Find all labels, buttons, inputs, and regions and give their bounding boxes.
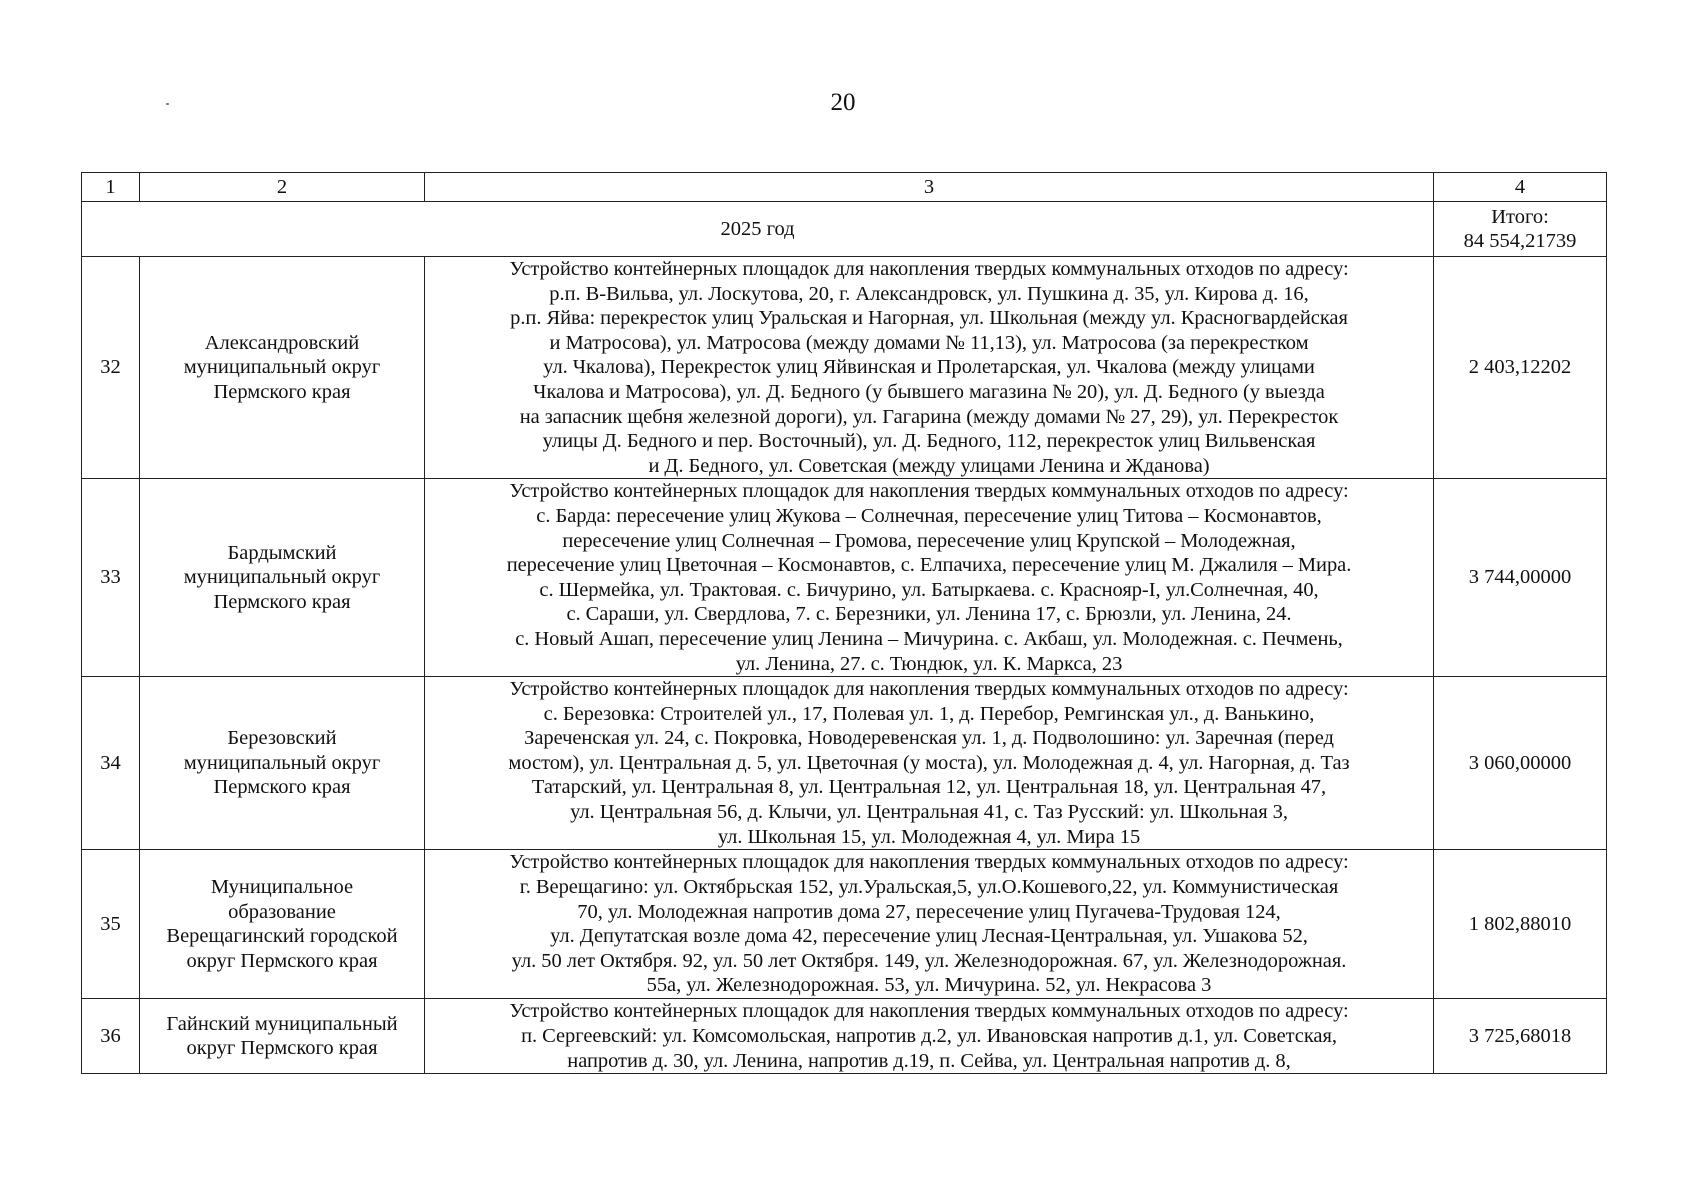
work-description-line: на запасник щебня железной дороги), ул. Гагарина (между домами № 27, 29), ул. Перекресток <box>519 405 1339 428</box>
total-value: 84 554,21739 <box>1463 230 1577 252</box>
table-row <box>82 479 1607 677</box>
work-description <box>425 257 1434 479</box>
column-number-row <box>82 173 1607 202</box>
work-description-line: 55а, ул. Железнодорожная. 53, ул. Мичурина. 52, ул. Некрасова 3 <box>646 974 1212 997</box>
work-description-line: ул. Чкалова), Перекресток улиц Яйвинская и Пролетарская, ул. Чкалова (между улицами <box>543 356 1315 379</box>
work-description-line: пересечение улиц Цветочная – Космонавтов, с. Елпачиха, пересечение улиц М. Джалиля – Мира. <box>506 554 1352 577</box>
municipality-name <box>140 479 425 677</box>
municipality-name-line: Березовский <box>227 727 337 750</box>
total-label: Итого: <box>1491 206 1549 228</box>
column-number-2: 2 <box>140 173 425 202</box>
table-row <box>82 677 1607 850</box>
work-description <box>425 999 1434 1074</box>
work-description-line: напротив д. 30, ул. Ленина, напротив д.19, п. Сейва, ул. Центральная напротив д. 8, <box>567 1049 1291 1072</box>
work-description <box>425 850 1434 999</box>
municipality-name-line: округ Пермского края <box>186 1037 378 1060</box>
scan-speck <box>166 103 169 105</box>
work-description-line: ул. Ленина, 27. с. Тюндюк, ул. К. Маркса, 23 <box>735 652 1123 675</box>
municipality-name-line: Пермского края <box>213 590 351 613</box>
row-number: 36 <box>82 999 140 1074</box>
municipality-name-line: Верещагинский городской <box>166 925 398 948</box>
work-description-line: Устройство контейнерных площадок для накопления твердых коммунальных отходов по адресу: <box>509 1000 1349 1023</box>
work-description-line: и Д. Бедного, ул. Советская (между улицами Ленина и Жданова) <box>648 454 1210 477</box>
row-number: 33 <box>82 479 140 677</box>
work-description-line: с. Шермейка, ул. Трактовая. с. Бичурино, ул. Батыркаева. с. Краснояр-I, ул.Солнечная, 40, <box>539 578 1319 601</box>
municipality-name <box>140 257 425 479</box>
amount: 2 403,12202 <box>1434 257 1607 479</box>
work-description-line: п. Сергеевский: ул. Комсомольская, напротив д.2, ул. Ивановская напротив д.1, ул. Советская, <box>521 1024 1337 1047</box>
work-description-line: Устройство контейнерных площадок для накопления твердых коммунальных отходов по адресу: <box>509 851 1349 874</box>
table-row <box>82 257 1607 479</box>
municipality-name-line: муниципальный округ <box>183 356 381 379</box>
allocation-table <box>81 172 1607 1074</box>
amount: 3 725,68018 <box>1434 999 1607 1074</box>
work-description-line: с. Новый Ашап, пересечение улиц Ленина – Мичурина. с. Акбаш, ул. Молодежная. с. Печмень, <box>515 627 1343 650</box>
municipality-name-line: Пермского края <box>213 776 351 799</box>
municipality-name-line: Бардымский <box>227 541 337 564</box>
row-number: 34 <box>82 677 140 850</box>
work-description-line: с. Березовка: Строителей ул., 17, Полевая ул. 1, д. Перебор, Ремгинская ул., д. Ванькино, <box>543 702 1315 725</box>
work-description-line: ул. Школьная 15, ул. Молодежная 4, ул. Мира 15 <box>717 825 1141 848</box>
municipality-name-line: Пермского края <box>213 380 351 403</box>
work-description-line: Устройство контейнерных площадок для накопления твердых коммунальных отходов по адресу: <box>509 480 1349 503</box>
municipality-name-line: Муниципальное <box>210 876 354 899</box>
page-number: 20 <box>830 89 856 116</box>
work-description <box>425 677 1434 850</box>
municipality-name-line: Гайнский муниципальный <box>166 1012 398 1035</box>
work-description-line: с. Сараши, ул. Свердлова, 7. с. Березники, ул. Ленина 17, с. Брюзли, ул. Ленина, 24. <box>566 603 1292 626</box>
work-description-line: Чкалова и Матросова), ул. Д. Бедного (у бывшего магазина № 20), ул. Д. Бедного (у выезда <box>533 380 1325 403</box>
municipality-name-line: Александровский <box>204 331 360 354</box>
work-description-line: г. Верещагино: ул. Октябрьская 152, ул.Уральская,5, ул.О.Кошевого,22, ул. Коммунистическая <box>519 876 1339 899</box>
work-description-line: Зареченская ул. 24, с. Покровка, Новодеревенская ул. 1, д. Подволошино: ул. Заречная (перед <box>524 727 1334 750</box>
table-row <box>82 850 1607 999</box>
work-description-line: Устройство контейнерных площадок для накопления твердых коммунальных отходов по адресу: <box>509 258 1349 280</box>
column-number-4: 4 <box>1434 173 1607 202</box>
year-row <box>82 202 1607 257</box>
municipality-name <box>140 677 425 850</box>
year-total-cell <box>1434 202 1607 257</box>
work-description-line: р.п. В-Вильва, ул. Лоскутова, 20, г. Александровск, ул. Пушкина д. 35, ул. Кирова д. 16, <box>549 282 1309 305</box>
municipality-name-line: муниципальный округ <box>183 751 381 774</box>
work-description-line: улицы Д. Бедного и пер. Восточный), ул. Д. Бедного, 112, перекресток улиц Вильвенская <box>542 430 1316 453</box>
row-number: 32 <box>82 257 140 479</box>
work-description <box>425 479 1434 677</box>
amount: 3 744,00000 <box>1434 479 1607 677</box>
municipality-name-line: образование <box>228 900 336 923</box>
work-description-line: Устройство контейнерных площадок для накопления твердых коммунальных отходов по адресу: <box>509 678 1349 701</box>
table-row <box>82 999 1607 1074</box>
column-number-1: 1 <box>82 173 140 202</box>
work-description-line: ул. Центральная 56, д. Клычи, ул. Центральная 41, с. Таз Русский: ул. Школьная 3, <box>570 801 1288 824</box>
work-description-line: ул. 50 лет Октября. 92, ул. 50 лет Октября. 149, ул. Железнодорожная. 67, ул. Железнодорожная. <box>511 949 1347 972</box>
amount: 3 060,00000 <box>1434 677 1607 850</box>
work-description-line: р.п. Яйва: перекресток улиц Уральская и Нагорная, ул. Школьная (между ул. Красногвардейская <box>510 307 1348 330</box>
work-description-line: мостом), ул. Центральная д. 5, ул. Цветочная (у моста), ул. Молодежная д. 4, ул. Нагорная, д. Таз <box>508 751 1350 774</box>
row-number: 35 <box>82 850 140 999</box>
column-number-3: 3 <box>425 173 1434 202</box>
work-description-line: пересечение улиц Солнечная – Громова, пересечение улиц Крупской – Молодежная, <box>562 529 1296 552</box>
municipality-name-line: муниципальный округ <box>183 566 381 589</box>
municipality-name <box>140 999 425 1074</box>
work-description-line: 70, ул. Молодежная напротив дома 27, пересечение улиц Пугачева-Трудовая 124, <box>577 900 1281 923</box>
year-label: 2025 год <box>82 202 1434 257</box>
work-description-line: Татарский, ул. Центральная 8, ул. Центральная 12, ул. Центральная 18, ул. Центральная 47, <box>531 776 1327 799</box>
municipality-name <box>140 850 425 999</box>
work-description-line: ул. Депутатская возле дома 42, пересечение улиц Лесная-Центральная, ул. Ушакова 52, <box>550 925 1308 948</box>
work-description-line: и Матросова), ул. Матросова (между домами № 11,13), ул. Матросова (за перекрестком <box>549 331 1309 354</box>
amount: 1 802,88010 <box>1434 850 1607 999</box>
municipality-name-line: округ Пермского края <box>186 949 378 972</box>
work-description-line: с. Барда: пересечение улиц Жукова – Солнечная, пересечение улиц Титова – Космонавтов, <box>536 504 1322 527</box>
